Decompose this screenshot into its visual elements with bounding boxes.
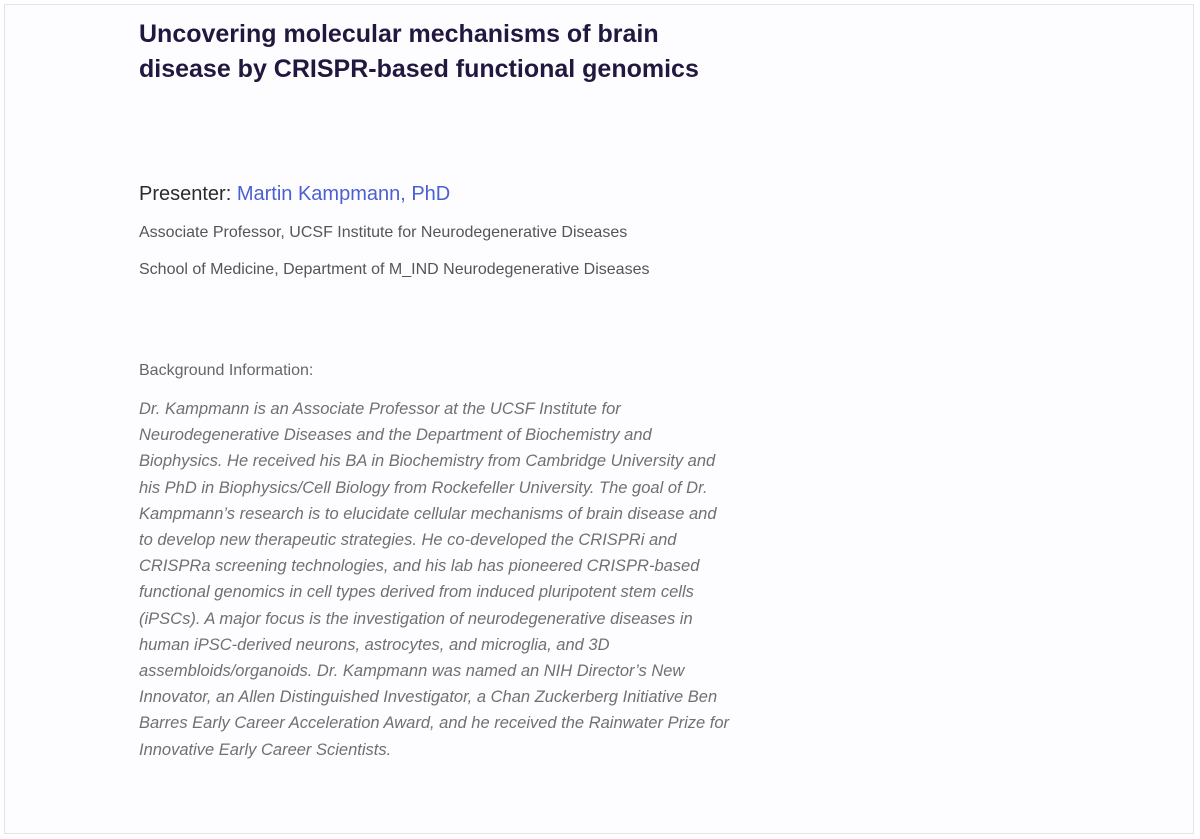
presenter-affiliation-title: Associate Professor, UCSF Institute for Neurodegenerative Diseases	[139, 224, 628, 241]
presenter-name-link[interactable]: Martin Kampmann, PhD	[236, 183, 451, 205]
event-detail-card	[4, 4, 1194, 834]
presenter-label: Presenter:	[139, 183, 232, 205]
background-label: Background Information:	[139, 362, 314, 379]
presenter-affiliation-department: School of Medicine, Department of M_IND Neurodegenerative Diseases	[139, 261, 650, 278]
presenter-bio: Dr. Kampmann is an Associate Professor at the UCSF Institute for Neurodegenerative Diseases and the Department of Biochemistry and Biophysics. He received his BA in Biochemistry from Cambridge University and his PhD in Biophysics/Cell Biology from Rockefeller University. The goal of Dr. Kampmann’s research is to elucidate cellular mechanisms of brain disease and to develop new therapeutic strategies. He co-developed the CRISPRi and CRISPRa screening technologies, and his lab has pioneered CRISPR-based functional genomics in cell types derived from induced pluripotent stem cells (iPSCs). A major focus is the investigation of neurodegenerative diseases in human iPSC-derived neurons, astrocytes, and microglia, and 3D assembloids/organoids. Dr. Kampmann was named an NIH Director’s New Innovator, an Allen Distinguished Investigator, a Chan Zuckerberg Initiative Ben Barres Early Career Acceleration Award, and he received the Rainwater Prize for Innovative Early Career Scientists.	[139, 400, 729, 759]
event-title: Uncovering molecular mechanisms of brain disease by CRISPR-based functional genomics	[139, 20, 699, 83]
presenter-line	[139, 181, 450, 207]
